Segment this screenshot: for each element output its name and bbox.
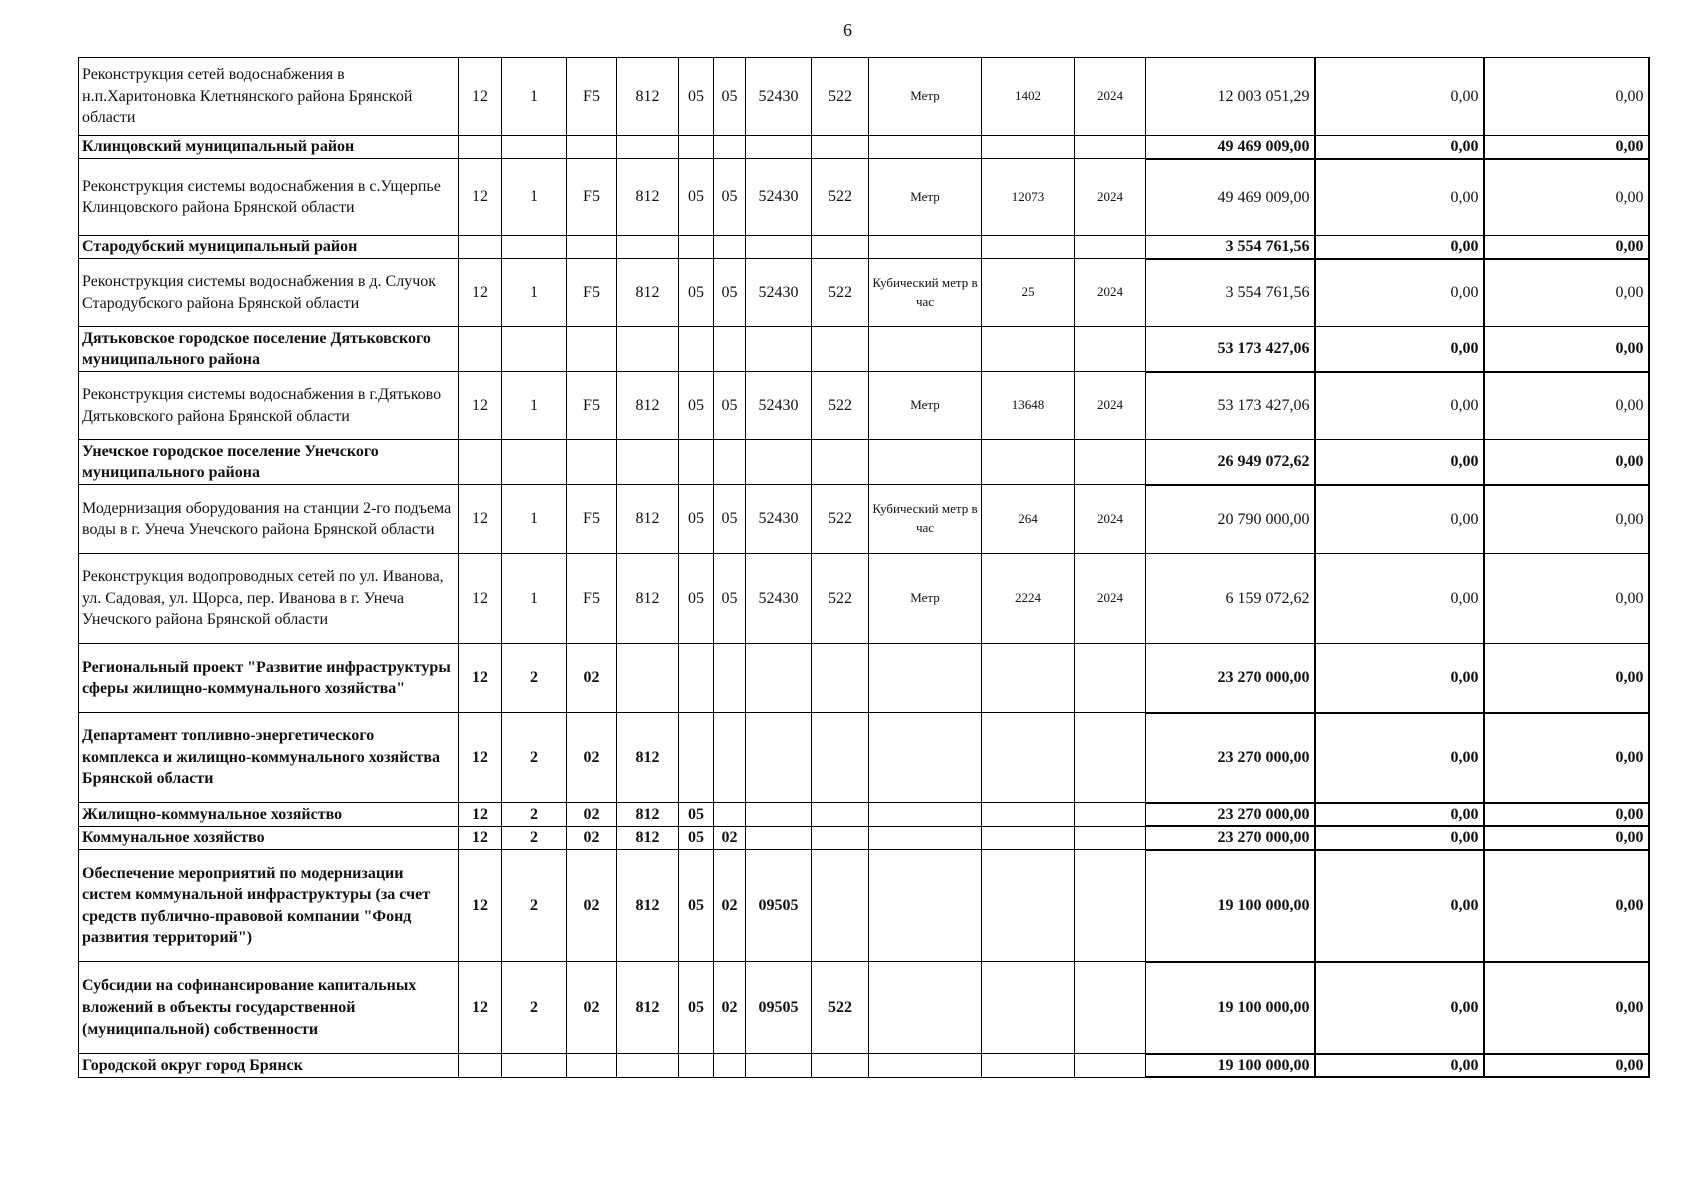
cell-sum-3: 0,00 <box>1484 372 1649 440</box>
cell-code-6: 02 <box>714 826 746 850</box>
cell-unit: Кубический метр в час <box>869 259 982 327</box>
cell-code-6 <box>714 136 746 159</box>
cell-code-6 <box>714 644 746 713</box>
cell-code-4 <box>617 327 679 372</box>
table-row <box>79 159 1649 236</box>
cell-code-6: 05 <box>714 259 746 327</box>
table-row <box>79 485 1649 554</box>
cell-code-8: 522 <box>812 58 869 136</box>
cell-code-6: 05 <box>714 554 746 644</box>
cell-quantity <box>982 440 1075 485</box>
cell-code-2 <box>502 327 567 372</box>
cell-code-5: 05 <box>679 962 714 1054</box>
cell-code-6 <box>714 1054 746 1078</box>
cell-quantity <box>982 327 1075 372</box>
cell-unit <box>869 644 982 713</box>
cell-name: Унечское городское поселение Унечского муниципального района <box>79 440 459 485</box>
cell-code-1: 12 <box>459 259 502 327</box>
cell-quantity <box>982 644 1075 713</box>
cell-code-1 <box>459 327 502 372</box>
cell-quantity <box>982 136 1075 159</box>
table-row <box>79 327 1649 372</box>
cell-code-2: 1 <box>502 58 567 136</box>
cell-code-7: 09505 <box>746 850 812 962</box>
budget-table <box>78 57 1650 1078</box>
cell-sum-3: 0,00 <box>1484 58 1649 136</box>
cell-code-1 <box>459 236 502 259</box>
cell-sum-3: 0,00 <box>1484 159 1649 236</box>
cell-code-5: 05 <box>679 850 714 962</box>
cell-code-3: F5 <box>567 58 617 136</box>
cell-sum-3: 0,00 <box>1484 1054 1649 1078</box>
cell-code-2: 2 <box>502 644 567 713</box>
cell-code-7 <box>746 136 812 159</box>
cell-sum-2: 0,00 <box>1315 236 1484 259</box>
table-row <box>79 1054 1649 1078</box>
cell-sum-1: 19 100 000,00 <box>1146 962 1315 1054</box>
cell-code-5: 05 <box>679 485 714 554</box>
cell-name: Субсидии на софинансирование капитальных вложений в объекты государственной (муниципальной) собственности <box>79 962 459 1054</box>
cell-name: Реконструкция системы водоснабжения в г.Дятьково Дятьковского района Брянской области <box>79 372 459 440</box>
cell-code-7 <box>746 1054 812 1078</box>
cell-code-3 <box>567 440 617 485</box>
cell-sum-3: 0,00 <box>1484 962 1649 1054</box>
cell-code-8 <box>812 803 869 827</box>
cell-code-3: 02 <box>567 962 617 1054</box>
cell-code-7 <box>746 803 812 827</box>
cell-code-4 <box>617 136 679 159</box>
cell-code-8: 522 <box>812 554 869 644</box>
cell-code-5 <box>679 236 714 259</box>
cell-code-7 <box>746 440 812 485</box>
table-row <box>79 850 1649 962</box>
cell-year: 2024 <box>1075 372 1146 440</box>
cell-sum-2: 0,00 <box>1315 58 1484 136</box>
cell-unit <box>869 850 982 962</box>
cell-name: Модернизация оборудования на станции 2-го подъема воды в г. Унеча Унечского района Брянской области <box>79 485 459 554</box>
cell-sum-3: 0,00 <box>1484 554 1649 644</box>
cell-name: Реконструкция системы водоснабжения в с.Ущерпье Клинцовского района Брянской области <box>79 159 459 236</box>
cell-year: 2024 <box>1075 485 1146 554</box>
cell-name: Клинцовский муниципальный район <box>79 136 459 159</box>
cell-unit <box>869 440 982 485</box>
table-body <box>79 58 1649 1078</box>
cell-sum-3: 0,00 <box>1484 440 1649 485</box>
cell-name: Обеспечение мероприятий по модернизации систем коммунальной инфраструктуры (за счет средств публично-правовой компании "Фонд развития территорий") <box>79 850 459 962</box>
cell-code-7: 52430 <box>746 485 812 554</box>
cell-sum-3: 0,00 <box>1484 803 1649 827</box>
cell-sum-2: 0,00 <box>1315 485 1484 554</box>
cell-code-6: 05 <box>714 372 746 440</box>
cell-sum-1: 19 100 000,00 <box>1146 850 1315 962</box>
cell-sum-2: 0,00 <box>1315 554 1484 644</box>
cell-code-8 <box>812 440 869 485</box>
cell-code-1: 12 <box>459 372 502 440</box>
cell-year: 2024 <box>1075 58 1146 136</box>
cell-code-7 <box>746 826 812 850</box>
cell-code-3: F5 <box>567 554 617 644</box>
cell-name: Городской округ город Брянск <box>79 1054 459 1078</box>
cell-name: Реконструкция системы водоснабжения в д. Случок Стародубского района Брянской области <box>79 259 459 327</box>
cell-sum-1: 23 270 000,00 <box>1146 803 1315 827</box>
table-row <box>79 58 1649 136</box>
cell-name: Жилищно-коммунальное хозяйство <box>79 803 459 827</box>
cell-code-2: 2 <box>502 713 567 803</box>
cell-code-7 <box>746 644 812 713</box>
cell-sum-1: 19 100 000,00 <box>1146 1054 1315 1078</box>
cell-year <box>1075 803 1146 827</box>
cell-sum-2: 0,00 <box>1315 136 1484 159</box>
cell-code-4 <box>617 236 679 259</box>
cell-code-7 <box>746 236 812 259</box>
table-row <box>79 962 1649 1054</box>
cell-code-2 <box>502 236 567 259</box>
cell-sum-2: 0,00 <box>1315 850 1484 962</box>
cell-code-6: 05 <box>714 159 746 236</box>
cell-code-8 <box>812 1054 869 1078</box>
cell-code-6: 02 <box>714 850 746 962</box>
table-row <box>79 259 1649 327</box>
cell-code-5: 05 <box>679 554 714 644</box>
cell-year <box>1075 713 1146 803</box>
table-row <box>79 554 1649 644</box>
cell-sum-1: 53 173 427,06 <box>1146 327 1315 372</box>
cell-name: Реконструкция водопроводных сетей по ул. Иванова, ул. Садовая, ул. Щорса, пер. Иванова в г. Унеча Унечского района Брянской области <box>79 554 459 644</box>
cell-sum-1: 23 270 000,00 <box>1146 644 1315 713</box>
cell-unit: Метр <box>869 372 982 440</box>
cell-code-2: 1 <box>502 159 567 236</box>
cell-name: Реконструкция сетей водоснабжения в н.п.Харитоновка Клетнянского района Брянской области <box>79 58 459 136</box>
cell-sum-2: 0,00 <box>1315 1054 1484 1078</box>
cell-code-5 <box>679 327 714 372</box>
cell-code-7: 52430 <box>746 372 812 440</box>
cell-quantity <box>982 826 1075 850</box>
cell-year: 2024 <box>1075 159 1146 236</box>
cell-name: Региональный проект "Развитие инфраструктуры сферы жилищно-коммунального хозяйства" <box>79 644 459 713</box>
cell-code-1: 12 <box>459 159 502 236</box>
cell-code-4 <box>617 1054 679 1078</box>
cell-code-3 <box>567 136 617 159</box>
cell-code-8 <box>812 713 869 803</box>
cell-code-8 <box>812 327 869 372</box>
cell-unit: Кубический метр в час <box>869 485 982 554</box>
cell-unit: Метр <box>869 58 982 136</box>
cell-code-1: 12 <box>459 485 502 554</box>
cell-quantity <box>982 236 1075 259</box>
cell-code-4: 812 <box>617 159 679 236</box>
cell-sum-3: 0,00 <box>1484 136 1649 159</box>
cell-code-5 <box>679 136 714 159</box>
table-row <box>79 644 1649 713</box>
cell-code-8 <box>812 850 869 962</box>
cell-code-1: 12 <box>459 803 502 827</box>
cell-unit <box>869 962 982 1054</box>
cell-code-6 <box>714 327 746 372</box>
cell-code-5: 05 <box>679 159 714 236</box>
cell-code-7: 09505 <box>746 962 812 1054</box>
cell-code-5: 05 <box>679 803 714 827</box>
cell-code-6: 05 <box>714 485 746 554</box>
cell-sum-2: 0,00 <box>1315 644 1484 713</box>
cell-code-1 <box>459 440 502 485</box>
cell-year <box>1075 644 1146 713</box>
cell-quantity: 264 <box>982 485 1075 554</box>
cell-code-1: 12 <box>459 850 502 962</box>
page-number: 6 <box>843 20 852 40</box>
table-row <box>79 372 1649 440</box>
cell-sum-2: 0,00 <box>1315 327 1484 372</box>
cell-code-3: 02 <box>567 644 617 713</box>
cell-code-4: 812 <box>617 259 679 327</box>
cell-code-1: 12 <box>459 644 502 713</box>
cell-sum-1: 49 469 009,00 <box>1146 159 1315 236</box>
cell-code-6 <box>714 803 746 827</box>
cell-code-3: F5 <box>567 485 617 554</box>
cell-code-5: 05 <box>679 826 714 850</box>
cell-code-8 <box>812 644 869 713</box>
cell-code-7: 52430 <box>746 159 812 236</box>
cell-year <box>1075 826 1146 850</box>
cell-code-2: 2 <box>502 962 567 1054</box>
cell-code-1: 12 <box>459 554 502 644</box>
cell-year <box>1075 136 1146 159</box>
cell-code-7: 52430 <box>746 554 812 644</box>
cell-unit <box>869 803 982 827</box>
cell-code-8: 522 <box>812 259 869 327</box>
table-row <box>79 440 1649 485</box>
cell-code-4: 812 <box>617 713 679 803</box>
cell-unit <box>869 1054 982 1078</box>
cell-sum-3: 0,00 <box>1484 713 1649 803</box>
cell-quantity <box>982 713 1075 803</box>
cell-code-2: 1 <box>502 554 567 644</box>
cell-quantity: 12073 <box>982 159 1075 236</box>
cell-sum-1: 23 270 000,00 <box>1146 826 1315 850</box>
cell-year <box>1075 327 1146 372</box>
cell-code-1: 12 <box>459 713 502 803</box>
cell-unit <box>869 327 982 372</box>
cell-year: 2024 <box>1075 554 1146 644</box>
cell-code-5 <box>679 1054 714 1078</box>
table-row <box>79 136 1649 159</box>
cell-code-1 <box>459 1054 502 1078</box>
cell-code-7 <box>746 713 812 803</box>
cell-code-3 <box>567 327 617 372</box>
cell-name: Департамент топливно-энергетического комплекса и жилищно-коммунального хозяйства Брянской области <box>79 713 459 803</box>
cell-code-6: 05 <box>714 58 746 136</box>
cell-code-6: 02 <box>714 962 746 1054</box>
cell-sum-1: 26 949 072,62 <box>1146 440 1315 485</box>
cell-code-4: 812 <box>617 372 679 440</box>
cell-sum-1: 20 790 000,00 <box>1146 485 1315 554</box>
cell-sum-2: 0,00 <box>1315 803 1484 827</box>
cell-unit <box>869 236 982 259</box>
cell-sum-1: 3 554 761,56 <box>1146 236 1315 259</box>
table-row <box>79 713 1649 803</box>
cell-code-4 <box>617 440 679 485</box>
cell-code-8 <box>812 236 869 259</box>
cell-code-3: 02 <box>567 803 617 827</box>
cell-sum-1: 12 003 051,29 <box>1146 58 1315 136</box>
table-row <box>79 826 1649 850</box>
cell-code-2 <box>502 440 567 485</box>
cell-sum-2: 0,00 <box>1315 159 1484 236</box>
cell-code-3: F5 <box>567 372 617 440</box>
cell-code-2 <box>502 136 567 159</box>
cell-code-4 <box>617 644 679 713</box>
cell-code-5: 05 <box>679 372 714 440</box>
cell-code-1 <box>459 136 502 159</box>
cell-quantity <box>982 803 1075 827</box>
cell-code-1: 12 <box>459 58 502 136</box>
cell-code-4: 812 <box>617 485 679 554</box>
cell-sum-3: 0,00 <box>1484 485 1649 554</box>
cell-name: Дятьковское городское поселение Дятьковского муниципального района <box>79 327 459 372</box>
cell-code-6 <box>714 236 746 259</box>
cell-year <box>1075 850 1146 962</box>
cell-name: Стародубский муниципальный район <box>79 236 459 259</box>
cell-code-8: 522 <box>812 159 869 236</box>
cell-sum-1: 23 270 000,00 <box>1146 713 1315 803</box>
cell-code-3 <box>567 236 617 259</box>
cell-sum-3: 0,00 <box>1484 259 1649 327</box>
cell-sum-1: 53 173 427,06 <box>1146 372 1315 440</box>
cell-code-7 <box>746 327 812 372</box>
cell-code-5 <box>679 644 714 713</box>
cell-quantity: 2224 <box>982 554 1075 644</box>
cell-code-5 <box>679 440 714 485</box>
cell-code-2: 2 <box>502 850 567 962</box>
cell-year <box>1075 962 1146 1054</box>
table-row <box>79 803 1649 827</box>
cell-sum-1: 6 159 072,62 <box>1146 554 1315 644</box>
cell-code-2: 2 <box>502 826 567 850</box>
cell-code-3: 02 <box>567 826 617 850</box>
cell-code-3: F5 <box>567 159 617 236</box>
cell-sum-1: 3 554 761,56 <box>1146 259 1315 327</box>
cell-code-4: 812 <box>617 58 679 136</box>
cell-year <box>1075 1054 1146 1078</box>
cell-code-1: 12 <box>459 962 502 1054</box>
cell-quantity: 13648 <box>982 372 1075 440</box>
cell-year: 2024 <box>1075 259 1146 327</box>
cell-sum-2: 0,00 <box>1315 440 1484 485</box>
cell-sum-3: 0,00 <box>1484 826 1649 850</box>
cell-sum-2: 0,00 <box>1315 259 1484 327</box>
cell-sum-1: 49 469 009,00 <box>1146 136 1315 159</box>
cell-unit: Метр <box>869 159 982 236</box>
cell-code-4: 812 <box>617 803 679 827</box>
cell-quantity: 1402 <box>982 58 1075 136</box>
cell-sum-3: 0,00 <box>1484 850 1649 962</box>
cell-unit <box>869 713 982 803</box>
cell-code-6 <box>714 440 746 485</box>
cell-sum-3: 0,00 <box>1484 327 1649 372</box>
cell-code-1: 12 <box>459 826 502 850</box>
cell-code-8: 522 <box>812 485 869 554</box>
cell-quantity <box>982 1054 1075 1078</box>
cell-unit <box>869 826 982 850</box>
cell-sum-2: 0,00 <box>1315 372 1484 440</box>
cell-code-4: 812 <box>617 962 679 1054</box>
cell-sum-3: 0,00 <box>1484 236 1649 259</box>
cell-unit: Метр <box>869 554 982 644</box>
cell-code-5 <box>679 713 714 803</box>
cell-code-7: 52430 <box>746 58 812 136</box>
cell-code-8: 522 <box>812 372 869 440</box>
cell-code-8: 522 <box>812 962 869 1054</box>
cell-code-2: 2 <box>502 803 567 827</box>
cell-code-4: 812 <box>617 850 679 962</box>
cell-code-5: 05 <box>679 58 714 136</box>
cell-name: Коммунальное хозяйство <box>79 826 459 850</box>
table-row <box>79 236 1649 259</box>
cell-code-4: 812 <box>617 554 679 644</box>
cell-code-2 <box>502 1054 567 1078</box>
cell-sum-2: 0,00 <box>1315 962 1484 1054</box>
cell-sum-3: 0,00 <box>1484 644 1649 713</box>
cell-code-2: 1 <box>502 372 567 440</box>
cell-year <box>1075 440 1146 485</box>
cell-quantity <box>982 962 1075 1054</box>
cell-code-3: 02 <box>567 713 617 803</box>
cell-code-8 <box>812 826 869 850</box>
cell-code-6 <box>714 713 746 803</box>
cell-code-3: 02 <box>567 850 617 962</box>
cell-year <box>1075 236 1146 259</box>
cell-code-2: 1 <box>502 259 567 327</box>
cell-sum-2: 0,00 <box>1315 713 1484 803</box>
cell-code-7: 52430 <box>746 259 812 327</box>
cell-code-2: 1 <box>502 485 567 554</box>
cell-code-3 <box>567 1054 617 1078</box>
cell-unit <box>869 136 982 159</box>
cell-code-4: 812 <box>617 826 679 850</box>
cell-code-3: F5 <box>567 259 617 327</box>
cell-quantity: 25 <box>982 259 1075 327</box>
cell-sum-2: 0,00 <box>1315 826 1484 850</box>
cell-code-5: 05 <box>679 259 714 327</box>
cell-code-8 <box>812 136 869 159</box>
cell-quantity <box>982 850 1075 962</box>
